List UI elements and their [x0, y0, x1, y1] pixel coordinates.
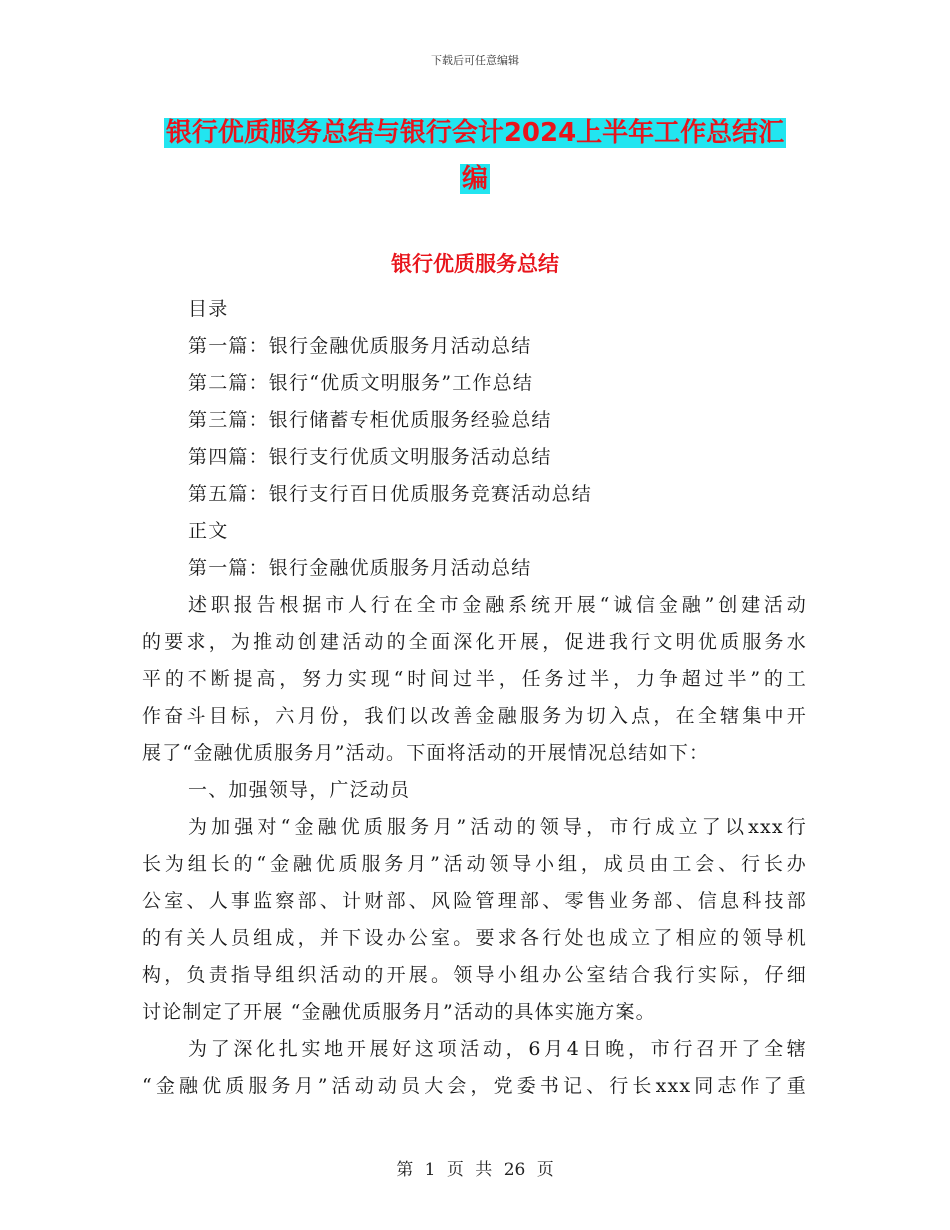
paragraph-line: 长为组长的“金融优质服务月”活动领导小组，成员由工会、行长办 — [142, 853, 807, 875]
section-heading: 一、加强领导，广泛动员 — [188, 779, 411, 801]
document-title-line2: 编 — [461, 164, 488, 194]
main-text-label: 正文 — [188, 520, 229, 542]
document-title — [140, 110, 810, 202]
toc-item: 第一篇：银行金融优质服务月活动总结 — [188, 335, 532, 357]
chapter-title: 第一篇：银行金融优质服务月活动总结 — [188, 557, 532, 579]
toc-label: 目录 — [188, 298, 229, 320]
paragraph-line: 述职报告根据市人行在全市金融系统开展“诚信金融”创建活动 — [188, 594, 807, 616]
paragraph-line: 构，负责指导组织活动的开展。领导小组办公室结合我行实际，仔细 — [142, 964, 807, 986]
paragraph-line: 的有关人员组成，并下设办公室。要求各行处也成立了相应的领导机 — [142, 927, 807, 949]
document-body — [142, 291, 807, 1105]
toc-item: 第四篇：银行支行优质文明服务活动总结 — [188, 446, 552, 468]
toc-item: 第三篇：银行储蓄专柜优质服务经验总结 — [188, 409, 552, 431]
paragraph-line: 展了“金融优质服务月”活动。下面将活动的开展情况总结如下： — [142, 742, 710, 764]
paragraph-line: 作奋斗目标，六月份，我们以改善金融服务为切入点，在全辖集中开 — [142, 705, 807, 727]
toc-item: 第五篇：银行支行百日优质服务竞赛活动总结 — [188, 483, 593, 505]
document-title-line1: 银行优质服务总结与银行会计2024上半年工作总结汇 — [165, 118, 785, 148]
page-header-note: 下载后可任意编辑 — [431, 54, 519, 67]
paragraph-line: 公室、人事监察部、计财部、风险管理部、零售业务部、信息科技部 — [142, 890, 807, 912]
paragraph-line: 的要求，为推动创建活动的全面深化开展，促进我行文明优质服务水 — [142, 631, 807, 653]
paragraph-line: 平的不断提高，努力实现“时间过半，任务过半，力争超过半”的工 — [142, 668, 807, 690]
paragraph-line: “金融优质服务月”活动动员大会，党委书记、行长xxx同志作了重 — [142, 1075, 807, 1097]
page-number: 第 1 页 共 26 页 — [396, 1160, 554, 1180]
section-title: 银行优质服务总结 — [391, 252, 559, 276]
paragraph-line: 讨论制定了开展 “金融优质服务月”活动的具体实施方案。 — [142, 1001, 656, 1023]
toc-item: 第二篇：银行“优质文明服务”工作总结 — [188, 372, 534, 394]
paragraph-line: 为了深化扎实地开展好这项活动，6月4日晚，市行召开了全辖 — [188, 1038, 807, 1060]
paragraph-line: 为加强对“金融优质服务月”活动的领导，市行成立了以xxx行 — [188, 816, 807, 838]
